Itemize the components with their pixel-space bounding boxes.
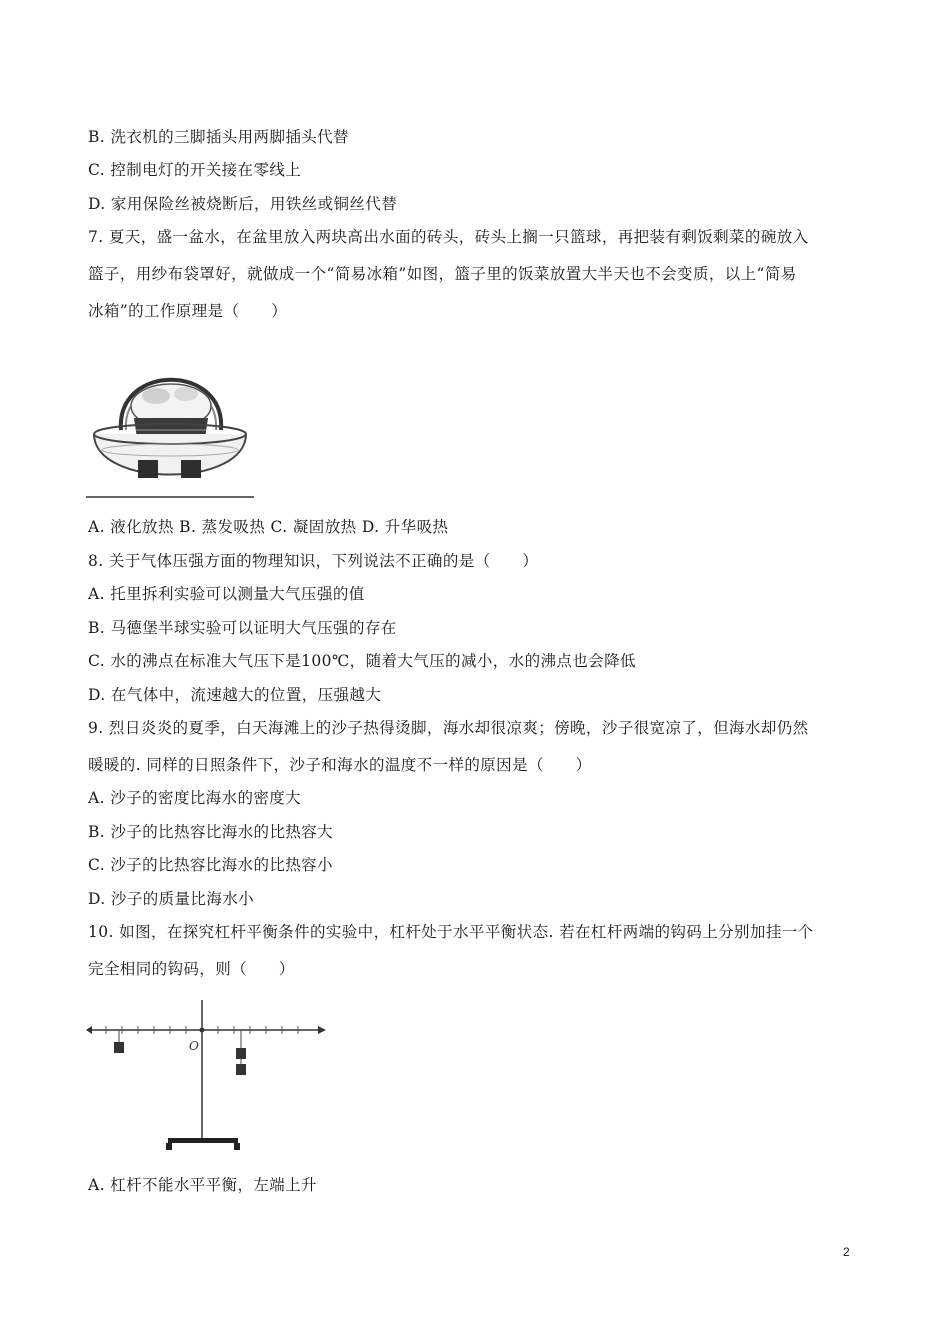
option-line: A. 沙子的密度比海水的密度大 — [88, 789, 302, 807]
page-number: 2 — [843, 1245, 850, 1259]
question-8-line: 8. 关于气体压强方面的物理知识，下列说法不正确的是（ ） — [88, 552, 539, 570]
lever-figure — [86, 1000, 326, 1155]
text-line: D. 家用保险丝被烧断后，用铁丝或铜丝代替 — [88, 195, 398, 213]
option-line: C. 沙子的比热容比海水的比热容小 — [88, 856, 333, 874]
question-7-options: A. 液化放热 B. 蒸发吸热 C. 凝固放热 D. 升华吸热 — [88, 518, 449, 536]
option-line: B. 沙子的比热容比海水的比热容大 — [88, 823, 334, 841]
question-10-line: 完全相同的钩码，则（ ） — [88, 960, 295, 978]
option-line: C. 水的沸点在标准大气压下是100℃，随着大气压的减小，水的沸点也会降低 — [88, 652, 636, 670]
option-line: D. 在气体中，流速越大的位置，压强越大 — [88, 686, 382, 704]
question-7-line: 冰箱”的工作原理是（ ） — [88, 302, 288, 320]
text-line: B. 洗衣机的三脚插头用两脚插头代替 — [88, 128, 349, 146]
option-line: D. 沙子的质量比海水小 — [88, 890, 255, 908]
question-7-line: 7. 夏天，盛一盆水，在盆里放入两块高出水面的砖头，砖头上搁一只篮球，再把装有剩饭剩菜的碗放入 — [88, 228, 809, 246]
question-9-line: 9. 烈日炎炎的夏季，白天海滩上的沙子热得烫脚，海水却很凉爽；傍晚，沙子很宽凉了，但海水却仍然 — [88, 719, 809, 737]
question-7-line: 篮子，用纱布袋罩好，就做成一个“简易冰箱”如图，篮子里的饭菜放置大半天也不会变质，以上“简易 — [88, 265, 797, 283]
option-line: A. 托里拆利实验可以测量大气压强的值 — [88, 585, 365, 603]
option-line: B. 马德堡半球实验可以证明大气压强的存在 — [88, 619, 397, 637]
pivot-label: O — [189, 1039, 199, 1053]
question-10-line: 10. 如图，在探究杠杆平衡条件的实验中，杠杆处于水平平衡状态. 若在杠杆两端的钩码上分别加挂一个 — [88, 923, 814, 941]
text-line: C. 控制电灯的开关接在零线上 — [88, 161, 302, 179]
question-10-option-a: A. 杠杆不能水平平衡，左端上升 — [88, 1176, 317, 1194]
simple-fridge-figure — [86, 338, 256, 500]
question-9-line: 暖暖的. 同样的日照条件下，沙子和海水的温度不一样的原因是（ ） — [88, 756, 592, 774]
